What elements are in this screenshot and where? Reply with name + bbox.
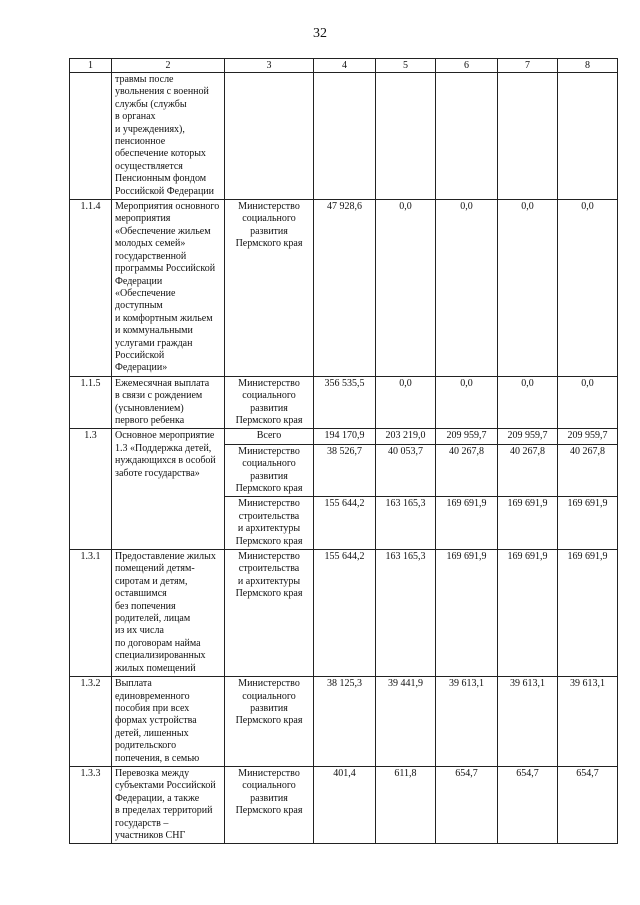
row-value: 40 267,8 xyxy=(498,444,558,497)
text-line: и архитектуры xyxy=(237,523,301,535)
text-line: развития xyxy=(250,402,288,414)
text-line: Федерации xyxy=(115,275,163,287)
text-line: Ежемесячная выплата xyxy=(115,377,210,389)
row-name xyxy=(112,677,225,767)
row-number xyxy=(70,73,112,200)
row-value: 654,7 xyxy=(436,766,498,843)
row-number: 1.1.5 xyxy=(70,376,112,429)
text-line: Перевозка между xyxy=(115,767,190,779)
text-line: Мероприятия основного xyxy=(115,201,220,213)
row-value: 39 613,1 xyxy=(498,677,558,767)
row-executor xyxy=(225,200,314,377)
text-line: социального xyxy=(242,390,296,402)
row-number: 1.3.3 xyxy=(70,766,112,843)
text-line: службы (службы xyxy=(115,98,187,110)
text-line: социального xyxy=(242,458,296,470)
text-line: Всего xyxy=(256,430,282,442)
column-header: 5 xyxy=(376,59,436,73)
page-number: 32 xyxy=(313,26,327,41)
text-line: субъектами Российской xyxy=(115,780,216,792)
text-line: строительства xyxy=(238,510,300,522)
row-value: 0,0 xyxy=(498,376,558,429)
text-line: и учреждениях), xyxy=(115,123,185,135)
text-line: Российской Федерации xyxy=(115,185,215,197)
text-line: формах устройства xyxy=(115,715,197,727)
row-number: 1.3 xyxy=(70,429,112,550)
row-value xyxy=(314,73,376,200)
text-line: Пермского края xyxy=(235,238,303,250)
text-line: Предоставление жилых xyxy=(115,551,216,563)
text-line: сиротам и детям, xyxy=(115,575,188,587)
text-line: травмы после xyxy=(115,74,174,85)
text-line: попечения, в семью xyxy=(115,752,200,764)
table-row xyxy=(70,73,618,200)
row-executor xyxy=(225,73,314,200)
text-line: государств – xyxy=(115,817,169,829)
text-line: Министерство xyxy=(238,678,300,690)
row-value: 209 959,7 xyxy=(498,429,558,444)
row-value: 0,0 xyxy=(558,376,618,429)
text-line: социального xyxy=(242,690,296,702)
row-name xyxy=(112,376,225,429)
text-line: помещений детям- xyxy=(115,563,195,575)
text-line: жилых помещений xyxy=(115,662,196,674)
column-header: 7 xyxy=(498,59,558,73)
text-line: социального xyxy=(242,780,296,792)
row-value xyxy=(436,73,498,200)
table-header-row xyxy=(70,59,618,73)
text-line: (усыновлением) xyxy=(115,402,184,414)
row-value: 611,8 xyxy=(376,766,436,843)
row-executor xyxy=(225,429,314,444)
row-value: 0,0 xyxy=(436,376,498,429)
row-executor xyxy=(225,376,314,429)
row-number: 1.3.1 xyxy=(70,550,112,677)
column-header: 1 xyxy=(70,59,112,73)
text-line: Министерство xyxy=(238,498,300,510)
text-line: Пермского края xyxy=(235,805,303,817)
row-value: 356 535,5 xyxy=(314,376,376,429)
text-line: развития xyxy=(250,470,288,482)
text-line: в органах xyxy=(115,111,156,123)
text-line: Федерации, а также xyxy=(115,792,200,804)
row-value: 0,0 xyxy=(376,200,436,377)
row-number: 1.3.2 xyxy=(70,677,112,767)
text-line: оставшимся xyxy=(115,588,167,600)
column-header: 8 xyxy=(558,59,618,73)
row-value xyxy=(558,73,618,200)
row-executor xyxy=(225,677,314,767)
table-row xyxy=(70,200,618,377)
text-line: Выплата xyxy=(115,678,152,690)
text-line: Пермского края xyxy=(235,483,303,494)
text-line: Пермского края xyxy=(235,414,303,426)
text-line: социального xyxy=(242,213,296,225)
row-value: 209 959,7 xyxy=(558,429,618,444)
text-line: развития xyxy=(250,702,288,714)
text-line: заботе государства» xyxy=(115,467,200,479)
table-row xyxy=(70,677,618,767)
row-value: 0,0 xyxy=(498,200,558,377)
row-number: 1.1.4 xyxy=(70,200,112,377)
row-value: 169 691,9 xyxy=(436,497,498,550)
text-line: развития xyxy=(250,225,288,237)
text-line: развития xyxy=(250,792,288,804)
row-value: 40 053,7 xyxy=(376,444,436,497)
text-line: осуществляется xyxy=(115,160,183,172)
text-line: Пермского края xyxy=(235,715,303,727)
text-line: строительства xyxy=(238,563,300,575)
text-line: участников СНГ xyxy=(115,829,186,841)
row-name xyxy=(112,429,225,550)
text-line: Федерации» xyxy=(115,362,168,374)
text-line: государственной xyxy=(115,250,187,262)
text-line: пенсионное xyxy=(115,136,166,148)
row-value: 209 959,7 xyxy=(436,429,498,444)
table-row xyxy=(70,429,618,444)
text-line: пособия при всех xyxy=(115,702,190,714)
table-row xyxy=(70,376,618,429)
text-line: специализированных xyxy=(115,650,206,662)
text-line: по договорам найма xyxy=(115,637,201,649)
row-name xyxy=(112,550,225,677)
text-line: первого ребенка xyxy=(115,414,185,426)
text-line: 1.3 «Поддержка детей, xyxy=(115,442,212,454)
column-header: 6 xyxy=(436,59,498,73)
row-value: 0,0 xyxy=(558,200,618,377)
text-line: и комфортным жильем xyxy=(115,312,213,324)
row-value: 40 267,8 xyxy=(558,444,618,497)
row-value: 163 165,3 xyxy=(376,497,436,550)
row-value: 194 170,9 xyxy=(314,429,376,444)
text-line: Пермского края xyxy=(235,588,303,600)
text-line: в связи с рождением xyxy=(115,390,203,402)
row-executor xyxy=(225,497,314,550)
row-name xyxy=(112,73,225,200)
text-line: Министерство xyxy=(238,767,300,779)
row-value: 163 165,3 xyxy=(376,550,436,677)
table-row xyxy=(70,766,618,843)
row-value: 40 267,8 xyxy=(436,444,498,497)
text-line: Министерство xyxy=(238,445,300,457)
column-header: 3 xyxy=(225,59,314,73)
text-line: Министерство xyxy=(238,377,300,389)
text-line: и архитектуры xyxy=(237,575,301,587)
text-line: молодых семей» xyxy=(115,238,186,250)
text-line: детей, лишенных xyxy=(115,727,189,739)
text-line: нуждающихся в особой xyxy=(115,455,216,467)
row-value: 169 691,9 xyxy=(498,497,558,550)
row-value: 47 928,6 xyxy=(314,200,376,377)
text-line: Российской xyxy=(115,349,165,361)
text-line: «Обеспечение жильем xyxy=(115,225,211,237)
text-line: Министерство xyxy=(238,551,300,563)
row-value: 654,7 xyxy=(498,766,558,843)
row-executor xyxy=(225,550,314,677)
row-value: 39 613,1 xyxy=(558,677,618,767)
text-line: Пермского края xyxy=(235,535,303,547)
row-value: 0,0 xyxy=(436,200,498,377)
text-line: «Обеспечение xyxy=(115,287,176,299)
text-line: Министерство xyxy=(238,201,300,213)
text-line: в пределах территорий xyxy=(115,805,213,817)
text-line: Основное мероприятие xyxy=(115,430,215,442)
text-line: родительского xyxy=(115,740,177,752)
row-value: 401,4 xyxy=(314,766,376,843)
row-value: 38 125,3 xyxy=(314,677,376,767)
row-value: 155 644,2 xyxy=(314,550,376,677)
column-header: 2 xyxy=(112,59,225,73)
text-line: из их числа xyxy=(115,625,164,637)
row-value: 203 219,0 xyxy=(376,429,436,444)
row-value: 654,7 xyxy=(558,766,618,843)
text-line: родителей, лицам xyxy=(115,613,191,625)
row-executor xyxy=(225,444,314,497)
row-name xyxy=(112,200,225,377)
text-line: программы Российской xyxy=(115,263,216,275)
row-executor xyxy=(225,766,314,843)
row-value: 169 691,9 xyxy=(436,550,498,677)
row-value: 38 526,7 xyxy=(314,444,376,497)
row-value xyxy=(376,73,436,200)
column-header: 4 xyxy=(314,59,376,73)
row-value: 169 691,9 xyxy=(498,550,558,677)
row-value: 155 644,2 xyxy=(314,497,376,550)
row-value: 39 613,1 xyxy=(436,677,498,767)
text-line: единовременного xyxy=(115,690,190,702)
text-line: увольнения с военной xyxy=(115,86,209,98)
text-line: доступным xyxy=(115,300,163,312)
row-value: 0,0 xyxy=(376,376,436,429)
row-value: 39 441,9 xyxy=(376,677,436,767)
text-line: и коммунальными xyxy=(115,325,193,337)
text-line: мероприятия xyxy=(115,213,171,225)
text-line: Пенсионным фондом xyxy=(115,173,207,185)
row-value xyxy=(498,73,558,200)
text-line: услугами граждан xyxy=(115,337,193,349)
table-row xyxy=(70,550,618,677)
budget-table xyxy=(69,58,618,844)
row-name xyxy=(112,766,225,843)
row-value: 169 691,9 xyxy=(558,550,618,677)
row-value: 169 691,9 xyxy=(558,497,618,550)
text-line: обеспечение которых xyxy=(115,148,206,160)
text-line: без попечения xyxy=(115,600,176,612)
